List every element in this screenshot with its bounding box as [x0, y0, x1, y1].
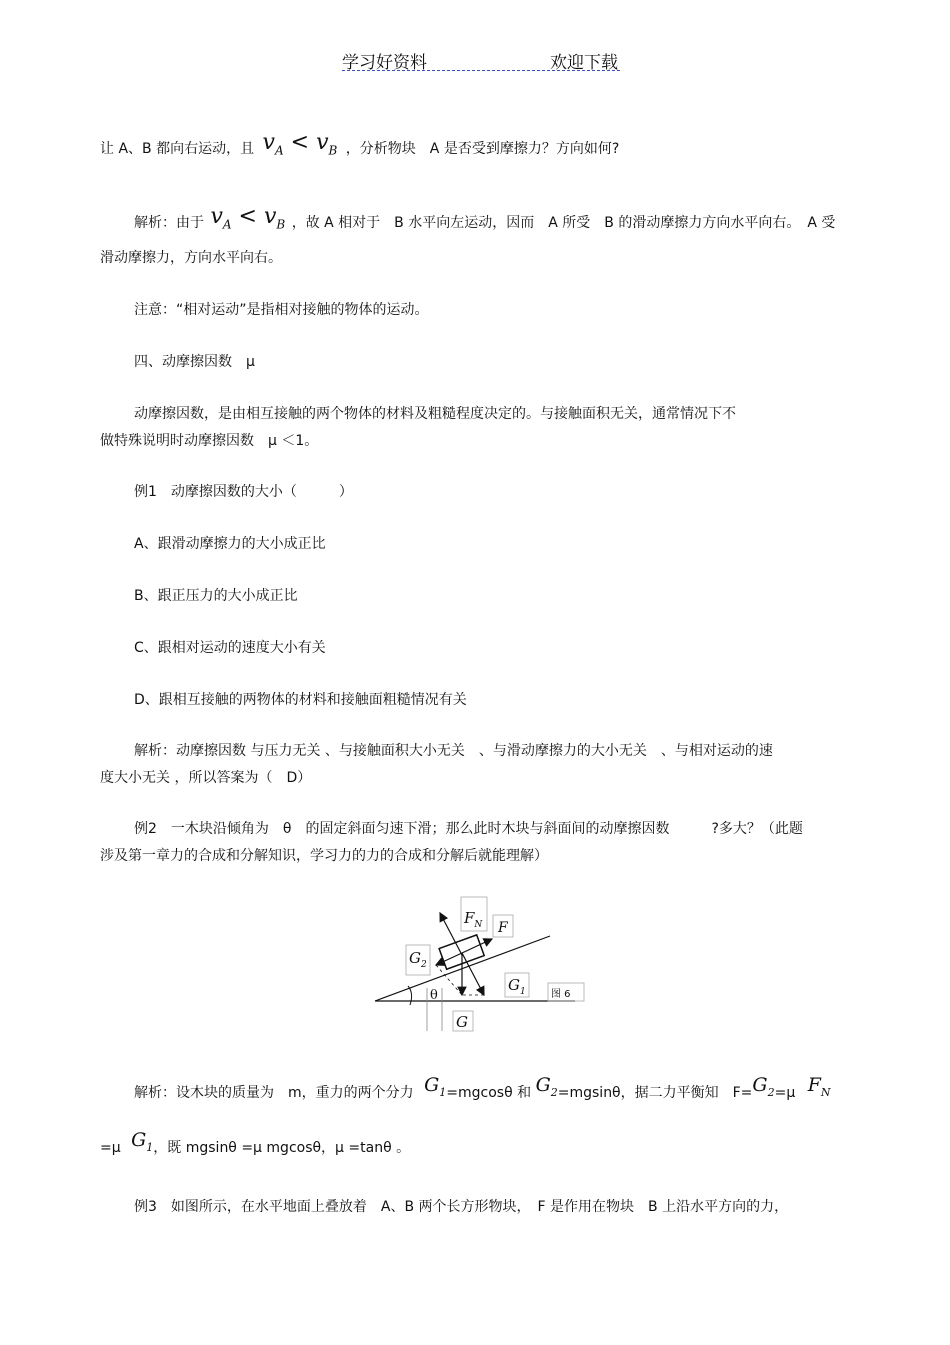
example1-question: 例1 动摩擦因数的大小（ ） — [134, 484, 353, 500]
analysis1-line2: 滑动摩擦力，方向水平向右。 — [100, 250, 282, 266]
section4-title: 四、动摩擦因数 μ — [134, 354, 255, 370]
label-theta: θ — [430, 988, 438, 1003]
header-left-text: 学习好资料 — [342, 53, 427, 73]
incline-force-diagram — [370, 893, 590, 1035]
example1-option-a: A、跟滑动摩擦力的大小成正比 — [134, 536, 326, 552]
g2-component-arrow — [436, 953, 462, 965]
friction-force-arrow — [462, 939, 492, 953]
example2-line2: 涉及第一章力的合成和分解知识，学习力的力的合成和分解后就能理解） — [100, 848, 548, 864]
g2-symbol: $G_2$ — [535, 1074, 558, 1099]
normal-force-arrow — [440, 913, 462, 955]
header-right-text: 欢迎下载 — [550, 53, 618, 73]
example2-analysis-line2: =μ $G_1$，既 mgsinθ =μ mgcosθ，μ =tanθ 。 — [100, 1129, 411, 1156]
analysis1-suffix: ，故 A 相对于 B 水平向左运动，因而 A 所受 B 的滑动摩擦力方向水平向右。 A 受 — [291, 215, 836, 231]
example3-line: 例3 如图所示，在水平地面上叠放着 A、B 两个长方形物块， F 是作用在物块 B 上沿水平方向的力， — [134, 1199, 789, 1215]
example1-option-c: C、跟相对运动的速度大小有关 — [134, 640, 326, 656]
page-header — [342, 48, 620, 71]
analysis1-line1 — [134, 204, 836, 235]
example2-line1: 例2 一木块沿倾角为 θ 的固定斜面匀速下滑；那么此时木块与斜面间的动摩擦因数 ?多大？（此题 — [134, 821, 803, 837]
intro-prefix: 让 A、B 都向右运动，且 — [100, 141, 255, 157]
section4-body-line1: 动摩擦因数，是由相互接触的两个物体的材料及粗糙程度决定的。与接触面积无关，通常情况下不 — [134, 406, 736, 422]
velocity-inequality-2: $v_A < v_B$ — [210, 204, 286, 232]
example1-analysis-line1: 解析：动摩擦因数 与压力无关 、与接触面积大小无关 、与滑动摩擦力的大小无关 、与相对运动的速 — [134, 743, 773, 759]
label-g1: $G_1$ — [508, 976, 526, 997]
intro-line — [100, 130, 620, 161]
label-g: G — [456, 1013, 468, 1031]
g1-symbol: $G_1$ — [424, 1074, 447, 1099]
example1-analysis-line2: 度大小无关 ，所以答案为（ D） — [100, 770, 312, 786]
example1-option-b: B、跟正压力的大小成正比 — [134, 588, 298, 604]
intro-suffix: ，分析物块 A 是否受到摩擦力？方向如何? — [345, 141, 620, 157]
example1-option-d: D、跟相互接触的两物体的材料和接触面粗糙情况有关 — [134, 692, 467, 708]
g2-symbol-2: $G_2$ — [752, 1074, 775, 1099]
g1-symbol-2: $G_1$ — [131, 1129, 154, 1154]
label-g2: $G_2$ — [409, 949, 427, 970]
analysis1-prefix: 解析：由于 — [134, 215, 204, 231]
example2-analysis-line1: 解析：设木块的质量为 m，重力的两个分力 $G_1=mgcos\theta$ 和 $G_2=mgsin\theta$，据二力平衡知 $F=G_2=\mu$ $F_N$ — [134, 1074, 831, 1101]
note-text: 注意：“相对运动”是指相对接触的物体的运动。 — [134, 302, 429, 318]
label-fig6: 图 6 — [551, 989, 571, 1000]
label-fn: $F_N$ — [464, 909, 483, 930]
section4-body-line2: 做特殊说明时动摩擦因数 μ ＜1。 — [100, 433, 319, 449]
label-f: F — [498, 920, 508, 936]
velocity-inequality: $v_A < v_B$ — [262, 130, 338, 158]
fn-symbol: $F_N$ — [807, 1074, 831, 1099]
